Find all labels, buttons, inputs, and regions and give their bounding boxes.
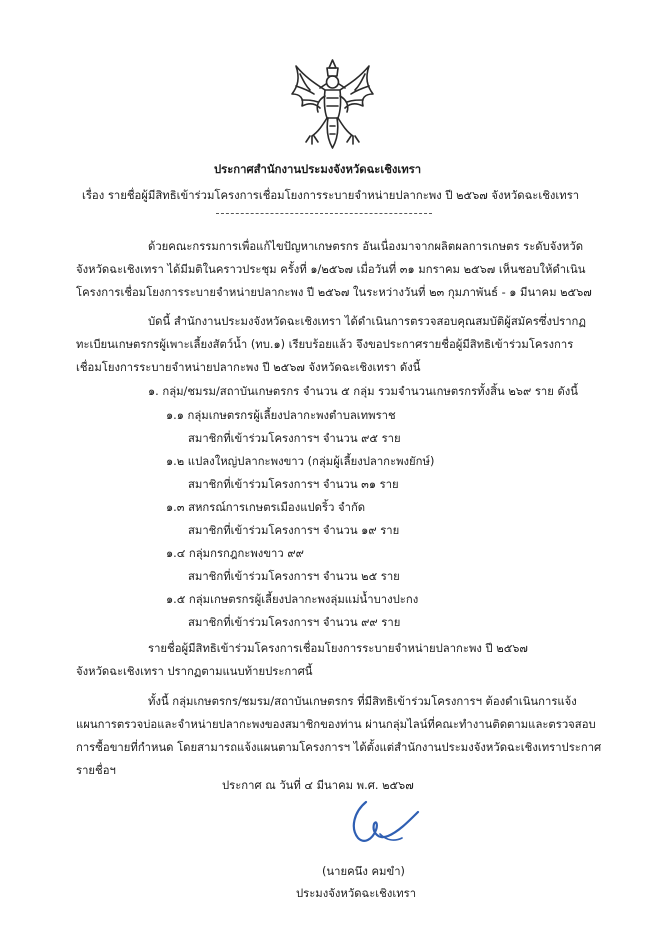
announcement-subject: เรื่อง รายชื่อผู้มีสิทธิเข้าร่วมโครงการเชื่อมโยงการระบายจำหน่ายปลากะพง ปี ๒๕๖๗ จังหวัดฉะเชิงเทรา: [82, 189, 580, 202]
paragraph-1-line: จังหวัดฉะเชิงเทรา ได้มีมติในคราวประชุม ครั้งที่ ๑/๒๕๖๗ เมื่อวันที่ ๓๑ มกราคม ๒๕๖๗ เห็นชอบให้ดำเนิน: [76, 263, 586, 276]
group-members: สมาชิกที่เข้าร่วมโครงการฯ จำนวน ๓๑ ราย: [188, 478, 399, 491]
group-name: ๑.๕ กลุ่มเกษตรกรผู้เลี้ยงปลากะพงลุ่มแม่น้ำบางปะกง: [166, 593, 419, 606]
group-members: สมาชิกที่เข้าร่วมโครงการฯ จำนวน ๒๕ ราย: [188, 570, 400, 583]
garuda-emblem-icon: [280, 56, 385, 156]
paragraph-4-line: รายชื่อฯ: [76, 764, 116, 777]
paragraph-2-line: บัดนี้ สำนักงานประมงจังหวัดฉะเชิงเทรา ได้ดำเนินการตรวจสอบคุณสมบัติผู้สมัครซึ่งปรากฏ: [148, 315, 586, 328]
group-name: ๑.๒ แปลงใหญ่ปลากะพงขาว (กลุ่มผู้เลี้ยงปลากะพงยักษ์): [166, 455, 435, 468]
group-members: สมาชิกที่เข้าร่วมโครงการฯ จำนวน ๑๙ ราย: [188, 524, 400, 537]
title-divider: [216, 213, 432, 214]
group-members: สมาชิกที่เข้าร่วมโครงการฯ จำนวน ๙๕ ราย: [188, 432, 401, 445]
paragraph-4-line: การซื้อขายที่กำหนด โดยสามารถแจ้งแผนตามโครงการฯ ได้ตั้งแต่สำนักงานประมงจังหวัดฉะเชิงเทราประกาศ: [76, 741, 602, 754]
group-list-heading: ๑. กลุ่ม/ชมรม/สถาบันเกษตรกร จำนวน ๕ กลุ่ม รวมจำนวนเกษตรกรทั้งสิ้น ๒๖๙ ราย ดังนี้: [148, 385, 579, 398]
group-name: ๑.๔ กลุ่มกรกฎกะพงขาว ๙๙: [166, 547, 304, 560]
group-members: สมาชิกที่เข้าร่วมโครงการฯ จำนวน ๙๙ ราย: [188, 616, 401, 629]
paragraph-3-line: จังหวัดฉะเชิงเทรา ปรากฏตามแนบท้ายประกาศนี้: [76, 665, 313, 678]
group-name: ๑.๓ สหกรณ์การเกษตรเมืองแปดริ้ว จำกัด: [166, 501, 366, 514]
paragraph-2-line: ทะเบียนเกษตรกรผู้เพาะเลี้ยงสัตว์น้ำ (ทบ.๑) เรียบร้อยแล้ว จึงขอประกาศรายชื่อผู้มีสิทธิเข้าร่วมโครงการ: [76, 338, 574, 351]
signer-name: (นายคนึง คมขำ): [322, 865, 405, 878]
signature-image: [336, 794, 426, 856]
paragraph-1-line: โครงการเชื่อมโยงการระบายจำหน่ายปลากะพง ปี ๒๕๖๗ ในระหว่างวันที่ ๒๓ กุมภาพันธ์ - ๑ มีนาคม ๒๕๖๗: [76, 286, 592, 299]
paragraph-4-line: ทั้งนี้ กลุ่มเกษตรกร/ชมรม/สถาบันเกษตรกร ที่มีสิทธิเข้าร่วมโครงการฯ ต้องดำเนินการแจ้ง: [148, 695, 577, 708]
announcement-date: ประกาศ ณ วันที่ ๔ มีนาคม พ.ศ. ๒๕๖๗: [222, 779, 414, 792]
signer-title: ประมงจังหวัดฉะเชิงเทรา: [296, 887, 417, 900]
paragraph-1-line: ด้วยคณะกรรมการเพื่อแก้ไขปัญหาเกษตรกร อันเนื่องมาจากผลิตผลการเกษตร ระดับจังหวัด: [148, 240, 584, 253]
paragraph-2-line: เชื่อมโยงการระบายจำหน่ายปลากะพง ปี ๒๕๖๗ จังหวัดฉะเชิงเทรา ดังนี้: [76, 361, 421, 374]
paragraph-3-line: รายชื่อผู้มีสิทธิเข้าร่วมโครงการเชื่อมโยงการระบายจำหน่ายปลากะพง ปี ๒๕๖๗: [148, 642, 528, 655]
group-name: ๑.๑ กลุ่มเกษตรกรผู้เลี้ยงปลากะพงตำบลเทพราช: [166, 409, 396, 422]
announcement-title: ประกาศสำนักงานประมงจังหวัดฉะเชิงเทรา: [214, 163, 422, 176]
paragraph-4-line: แผนการตรวจบ่อและจำหน่ายปลากะพงของสมาชิกของท่าน ผ่านกลุ่มไลน์ที่คณะทำงานติดตามและตรวจสอบ: [76, 718, 596, 731]
